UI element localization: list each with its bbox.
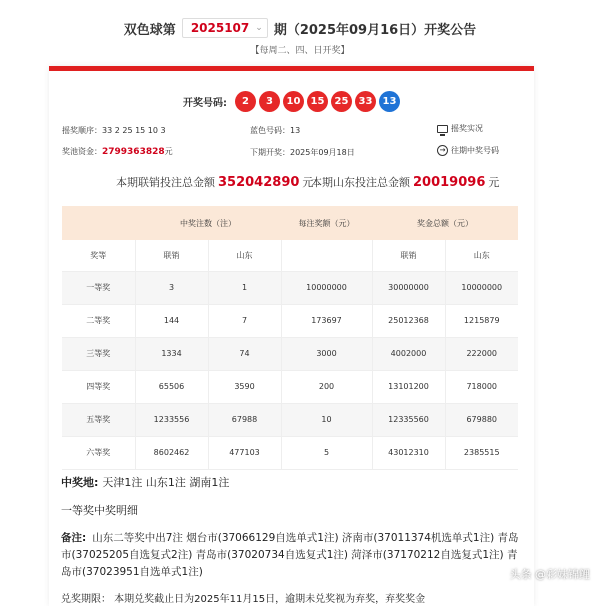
table-subheader-row	[62, 240, 518, 271]
cell-total-national: 12335560	[372, 403, 445, 436]
prize-table	[62, 206, 518, 470]
live-draw-label: 摇奖实况	[451, 124, 483, 133]
national-total-unit: 元	[302, 176, 314, 189]
col-per-blank	[281, 240, 372, 271]
cell-total-national: 4002000	[372, 337, 445, 370]
cell-level: 一等奖	[62, 271, 135, 304]
cell-per: 10000000	[281, 271, 372, 304]
col-total-national: 联销	[372, 240, 445, 271]
numbers-label: 开奖号码:	[183, 98, 227, 109]
winning-numbers	[49, 91, 534, 112]
cell-per: 10	[281, 403, 372, 436]
table-row	[62, 370, 518, 403]
cell-shandong: 74	[208, 337, 281, 370]
shandong-total-unit: 元	[488, 176, 500, 189]
col-level: 奖等	[62, 240, 135, 271]
col-national: 联销	[135, 240, 208, 271]
cell-level: 三等奖	[62, 337, 135, 370]
cell-shandong: 67988	[208, 403, 281, 436]
header-per-prize: 每注奖额（元）	[281, 206, 372, 240]
pool-unit: 元	[164, 147, 173, 156]
red-ball: 15	[307, 91, 328, 112]
cell-total-shandong: 718000	[445, 370, 518, 403]
remarks-label: 备注:	[61, 532, 87, 544]
red-ball: 10	[283, 91, 304, 112]
prize-pool	[62, 146, 173, 157]
history-link[interactable]	[437, 145, 499, 156]
blue-value: 13	[290, 126, 301, 135]
draw-schedule: 【每周二、四、日开奖】	[250, 46, 350, 56]
issue-number: 2025107	[190, 21, 250, 35]
blue-ball: 13	[379, 91, 400, 112]
winners-label: 中奖地:	[61, 476, 99, 489]
draw-order	[62, 125, 166, 136]
shandong-total-label: 本期山东投注总金额	[311, 176, 410, 189]
title-row	[0, 18, 600, 38]
winners-value: 天津1注 山东1注 湖南1注	[102, 476, 230, 489]
cell-total-national: 25012368	[372, 304, 445, 337]
cell-shandong: 477103	[208, 436, 281, 469]
cell-national: 144	[135, 304, 208, 337]
cell-total-national: 30000000	[372, 271, 445, 304]
pool-value: 2799363828	[102, 147, 165, 157]
result-card	[49, 66, 534, 606]
cell-national: 1334	[135, 337, 208, 370]
table-row	[62, 436, 518, 469]
table-header-row	[62, 206, 518, 240]
chevron-down-icon: ⌄	[255, 23, 263, 33]
red-ball: 25	[331, 91, 352, 112]
cell-per: 5	[281, 436, 372, 469]
remarks	[61, 530, 527, 581]
col-total-shandong: 山东	[445, 240, 518, 271]
next-draw	[250, 147, 355, 158]
cell-national: 3	[135, 271, 208, 304]
cell-per: 173697	[281, 304, 372, 337]
issue-suffix: 期（2025年09月16日）开奖公告	[273, 22, 477, 38]
next-label: 下期开奖：	[250, 148, 290, 157]
pool-label: 奖池资金：	[62, 147, 102, 156]
cell-total-national: 43012310	[372, 436, 445, 469]
cell-level: 二等奖	[62, 304, 135, 337]
order-label: 摇奖顺序：	[62, 126, 102, 135]
cell-level: 五等奖	[62, 403, 135, 436]
cell-level: 四等奖	[62, 370, 135, 403]
winning-regions	[61, 474, 229, 490]
cell-national: 8602462	[135, 436, 208, 469]
remarks-text: 山东二等奖中出7注 烟台市(37066129自选单式1注) 济南市(37011374机选单式1注) 青岛市(37025205自选复式2注) 青岛市(37020734自选复式1注) 菏泽市(37170212自选复式1注) 青岛市(37023951自选单式1注)	[61, 532, 519, 578]
table-row	[62, 403, 518, 436]
table-row	[62, 304, 518, 337]
monitor-icon	[437, 125, 448, 133]
cell-total-shandong: 2385515	[445, 436, 518, 469]
cell-total-national: 13101200	[372, 370, 445, 403]
national-total	[116, 174, 313, 190]
cell-shandong: 3590	[208, 370, 281, 403]
header-blank	[62, 206, 135, 240]
watermark: 头条 @彩妹锦鲤	[509, 568, 590, 581]
claim-deadline-line: 兑奖期限： 本期兑奖截止日为2025年11月15日，逾期未兑奖视为弃奖，弃奖奖金	[61, 594, 426, 605]
cell-total-shandong: 222000	[445, 337, 518, 370]
history-label: 往期中奖号码	[451, 146, 499, 155]
red-ball: 3	[259, 91, 280, 112]
header-total: 奖金总额（元）	[372, 206, 518, 240]
game-name: 双色球第	[123, 22, 176, 38]
table-row	[62, 337, 518, 370]
national-total-label: 本期联销投注总金额	[116, 176, 215, 189]
cell-shandong: 1	[208, 271, 281, 304]
cell-national: 65506	[135, 370, 208, 403]
live-draw-link[interactable]	[437, 123, 483, 134]
next-value: 2025年09月18日	[290, 148, 355, 157]
cell-per: 200	[281, 370, 372, 403]
shandong-total	[311, 174, 499, 190]
cell-level: 六等奖	[62, 436, 135, 469]
cell-total-shandong: 10000000	[445, 271, 518, 304]
announcement-header	[0, 18, 600, 56]
header-winners: 中奖注数（注）	[135, 206, 281, 240]
cell-total-shandong: 1215879	[445, 304, 518, 337]
national-total-value: 352042890	[218, 175, 300, 190]
red-ball: 33	[355, 91, 376, 112]
issue-select[interactable]	[182, 18, 268, 38]
cell-total-shandong: 679880	[445, 403, 518, 436]
cell-shandong: 7	[208, 304, 281, 337]
cell-per: 3000	[281, 337, 372, 370]
arrow-right-icon: →	[437, 145, 448, 156]
red-ball: 2	[235, 91, 256, 112]
table-row	[62, 271, 518, 304]
blue-label: 蓝色号码：	[250, 126, 290, 135]
col-shandong: 山东	[208, 240, 281, 271]
cell-national: 1233556	[135, 403, 208, 436]
shandong-total-value: 20019096	[413, 175, 486, 190]
order-value: 33 2 25 15 10 3	[102, 126, 166, 135]
first-prize-details-title: 一等奖中奖明细	[61, 504, 138, 517]
blue-number	[250, 125, 300, 136]
